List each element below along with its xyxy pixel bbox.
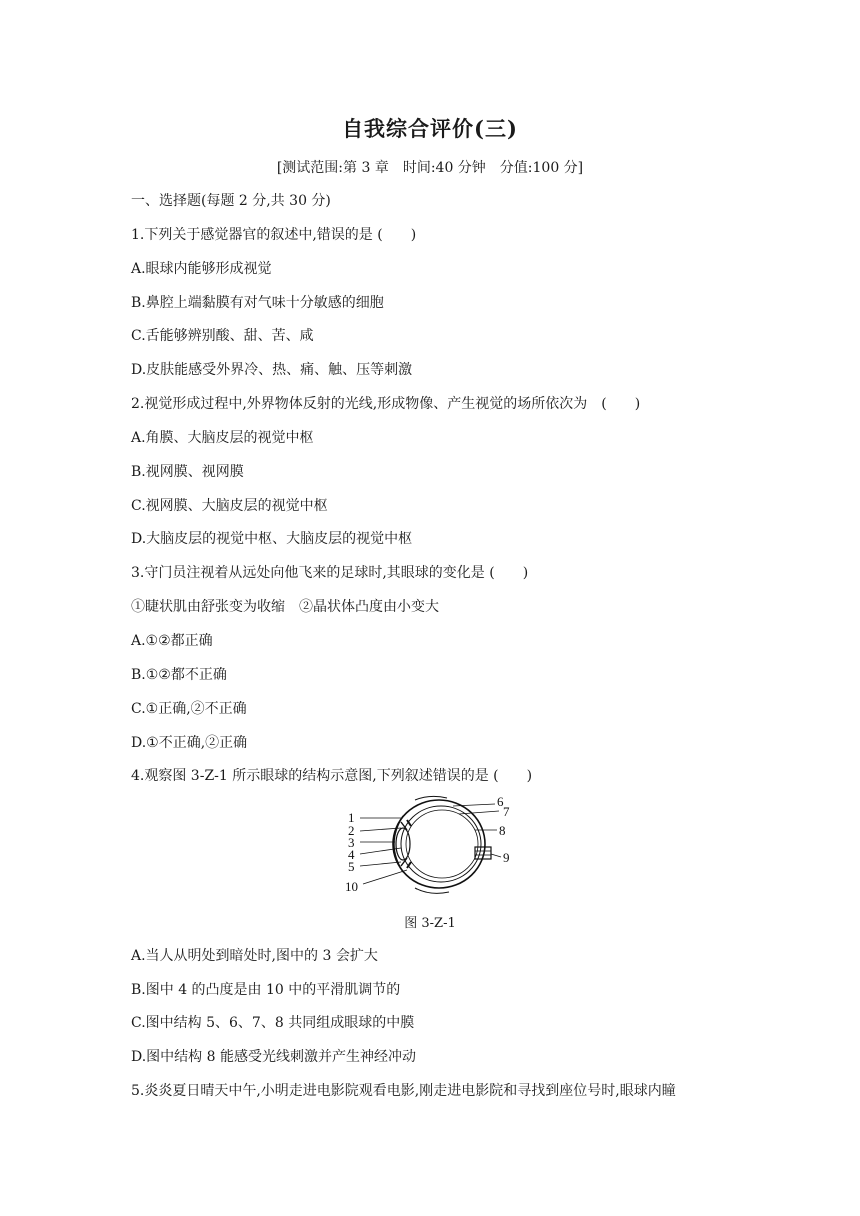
question-2-stem: 2.视觉形成过程中,外界物体反射的光线,形成物像、产生视觉的场所依次为 ( ) [131, 396, 641, 412]
question-1-option-d: D.皮肤能感受外界冷、热、痛、触、压等刺激 [131, 362, 413, 378]
question-1-option-b: B.鼻腔上端黏膜有对气味十分敏感的细胞 [131, 295, 384, 311]
eye-label-9: 9 [503, 850, 510, 865]
figure-caption: 图 3-Z-1 [404, 916, 456, 931]
question-1-option-a: A.眼球内能够形成视觉 [131, 261, 272, 277]
question-1-stem: 1.下列关于感觉器官的叙述中,错误的是 ( ) [131, 227, 417, 243]
eye-label-4: 4 [348, 847, 355, 862]
question-3-stem: 3.守门员注视着从远处向他飞来的足球时,其眼球的变化是 ( ) [131, 565, 529, 581]
section-heading: 一、选择题(每题 2 分,共 30 分) [131, 193, 331, 209]
question-5-stem: 5.炎炎夏日晴天中午,小明走进电影院观看电影,刚走进电影院和寻找到座位号时,眼球内瞳 [131, 1083, 676, 1099]
eye-label-6: 6 [497, 794, 504, 809]
question-3-option-c: C.①正确,②不正确 [131, 701, 247, 717]
question-4-stem: 4.观察图 3-Z-1 所示眼球的结构示意图,下列叙述错误的是 ( ) [131, 768, 533, 784]
question-3-statement: ①睫状肌由舒张变为收缩 ②晶状体凸度由小变大 [131, 599, 439, 615]
test-scope-subtitle: [测试范围:第 3 章 时间:40 分钟 分值:100 分] [276, 160, 584, 176]
eye-label-1: 1 [348, 810, 355, 825]
question-3-option-a: A.①②都正确 [131, 633, 213, 649]
question-3-option-d: D.①不正确,②正确 [131, 735, 248, 751]
eye-label-5: 5 [348, 859, 355, 874]
question-4-option-b: B.图中 4 的凸度是由 10 中的平滑肌调节的 [131, 982, 401, 998]
eye-label-3: 3 [348, 835, 355, 850]
question-3-option-b: B.①②都不正确 [131, 667, 227, 683]
eye-label-7: 7 [503, 804, 510, 819]
page-title: 自我综合评价(三) [342, 116, 518, 141]
question-2-option-d: D.大脑皮层的视觉中枢、大脑皮层的视觉中枢 [131, 531, 413, 547]
eye-label-2: 2 [348, 823, 355, 838]
question-1-option-c: C.舌能够辨别酸、甜、苦、咸 [131, 328, 314, 344]
eyeball-diagram [335, 792, 525, 900]
eyeball-structure-figure [335, 792, 525, 900]
question-4-option-c: C.图中结构 5、6、7、8 共同组成眼球的中膜 [131, 1015, 415, 1031]
eye-label-10: 10 [345, 879, 358, 894]
question-2-option-b: B.视网膜、视网膜 [131, 464, 244, 480]
question-2-option-a: A.角膜、大脑皮层的视觉中枢 [131, 430, 314, 446]
question-4-option-d: D.图中结构 8 能感受光线刺激并产生神经冲动 [131, 1049, 416, 1065]
question-4-option-a: A.当人从明处到暗处时,图中的 3 会扩大 [131, 948, 378, 964]
eye-label-8: 8 [499, 823, 506, 838]
question-2-option-c: C.视网膜、大脑皮层的视觉中枢 [131, 498, 328, 514]
